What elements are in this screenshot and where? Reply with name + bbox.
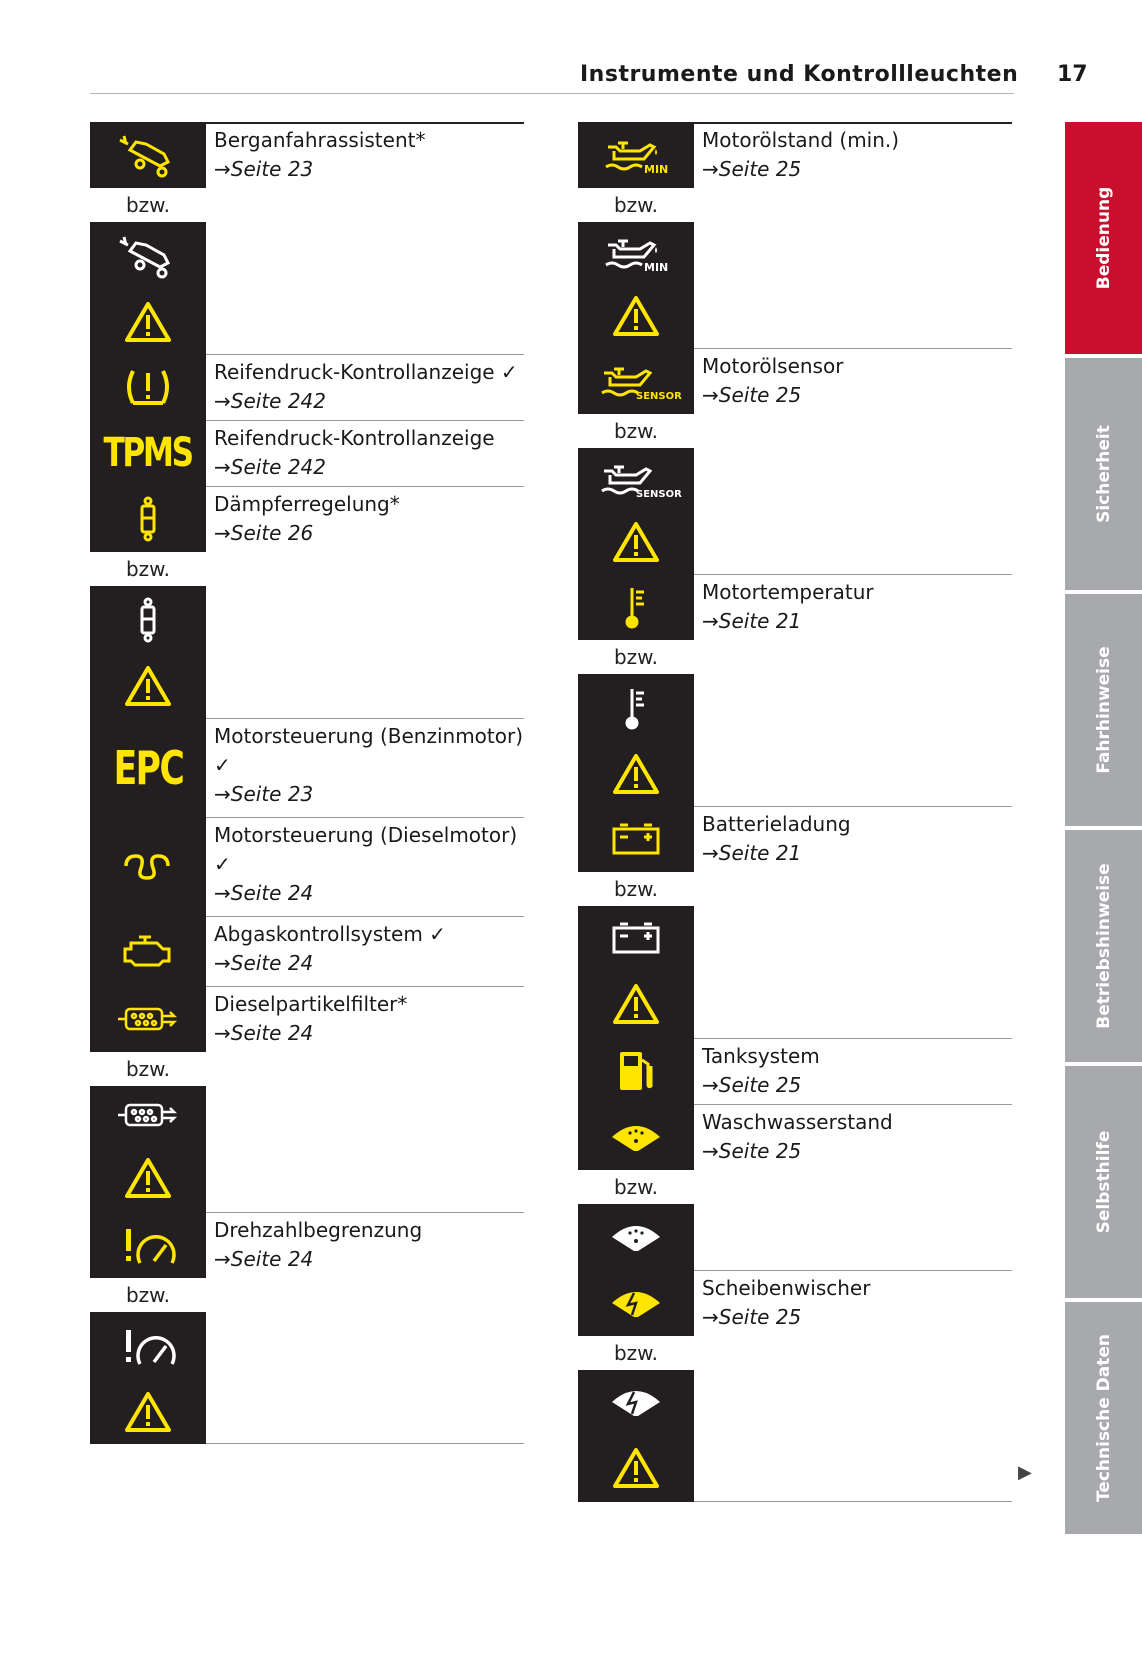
bzw-label: bzw.	[90, 188, 206, 222]
rpm-limit-warning-icon	[90, 1312, 206, 1444]
arrow-ref-icon: →	[214, 881, 231, 905]
coolant-temperature-icon	[578, 574, 694, 640]
warning-triangle-icon	[124, 665, 172, 707]
oil-min-label: MIN	[644, 163, 669, 176]
warning-triangle-icon	[612, 1447, 660, 1489]
damper-warning-icon	[90, 586, 206, 718]
entry-drehzahlbegrenzung	[90, 1212, 423, 1444]
bzw-label: bzw.	[90, 1278, 206, 1312]
tab-technische-daten[interactable]	[1065, 1302, 1142, 1534]
warning-triangle-icon	[612, 521, 660, 563]
entry-title: Motorölstand (min.)	[702, 128, 900, 152]
page-reference[interactable]: Seite 24	[230, 881, 314, 905]
tab-fahrhinweise[interactable]	[1065, 594, 1142, 826]
page-reference[interactable]: Seite 25	[718, 383, 802, 407]
oil-level-min-icon	[578, 122, 694, 188]
page-reference[interactable]: Seite 24	[230, 1021, 314, 1045]
arrow-ref-icon: →	[702, 1305, 719, 1329]
header-rule	[90, 93, 1014, 94]
arrow-ref-icon: →	[214, 782, 231, 806]
arrow-ref-icon: →	[702, 609, 719, 633]
page-reference[interactable]: Seite 26	[230, 521, 314, 545]
tab-bedienung[interactable]	[1065, 122, 1142, 354]
warning-triangle-icon	[612, 295, 660, 337]
entry-title: Berganfahrassistent*	[214, 128, 426, 152]
battery-warning-icon	[578, 906, 694, 1038]
page-reference[interactable]: Seite 242	[230, 389, 326, 413]
tab-sicherheit[interactable]	[1065, 358, 1142, 590]
warning-triangle-icon	[124, 1157, 172, 1199]
tab-label: Technische Daten	[1093, 1333, 1114, 1503]
wiper-defect-icon	[578, 1270, 694, 1336]
bzw-label: bzw.	[578, 640, 694, 674]
entry-title: Scheibenwischer	[702, 1276, 871, 1300]
arrow-ref-icon: →	[214, 157, 231, 181]
tpms-icon	[90, 420, 206, 486]
entry-berganfahrassistent	[90, 122, 426, 354]
entry-reifendruck-tpms	[90, 420, 495, 486]
page-reference[interactable]: Seite 23	[230, 782, 314, 806]
entry-title: Abgaskontrollsystem ✓	[214, 922, 446, 946]
tab-label: Betriebshinweise	[1093, 863, 1114, 1029]
check-mark: ✓	[214, 753, 231, 777]
entry-title: Tanksystem	[702, 1044, 820, 1068]
page-reference[interactable]: Seite 21	[718, 609, 802, 633]
page-reference[interactable]: Seite 25	[718, 157, 802, 181]
fuel-pump-icon	[578, 1038, 694, 1104]
tab-label: Fahrhinweise	[1093, 646, 1114, 774]
entry-motorsteuerung-benzin	[90, 718, 524, 817]
warning-triangle-icon	[612, 983, 660, 1025]
page-reference[interactable]: Seite 23	[230, 157, 314, 181]
bzw-label: bzw.	[90, 1052, 206, 1086]
washer-fluid-icon	[578, 1104, 694, 1170]
warning-triangle-icon	[124, 1391, 172, 1433]
entry-reifendruck-symbol	[90, 354, 518, 420]
arrow-ref-icon: →	[702, 1139, 719, 1163]
entry-title: Batterieladung	[702, 812, 851, 836]
page-reference[interactable]: Seite 24	[230, 951, 314, 975]
particle-filter-warning-icon	[90, 1086, 206, 1212]
tab-betriebshinweise[interactable]	[1065, 830, 1142, 1062]
continue-arrow-icon[interactable]: ▶	[1018, 1462, 1032, 1483]
page-reference[interactable]: Seite 25	[718, 1139, 802, 1163]
oil-sensor-icon	[578, 348, 694, 414]
oil-level-min-warning-icon	[578, 222, 694, 348]
entry-motoroelstand	[578, 122, 900, 348]
arrow-ref-icon: →	[214, 389, 231, 413]
oil-sensor-warning-icon	[578, 448, 694, 574]
tab-selbsthilfe[interactable]	[1065, 1066, 1142, 1298]
epc-icon-label: EPC	[113, 740, 183, 795]
bzw-label: bzw.	[578, 1336, 694, 1370]
epc-icon	[90, 718, 206, 817]
wiper-defect-warning-icon	[578, 1370, 694, 1502]
entry-daempferregelung	[90, 486, 400, 718]
entry-waschwasserstand	[578, 1104, 893, 1270]
bzw-label: bzw.	[578, 872, 694, 906]
entry-tanksystem	[578, 1038, 820, 1104]
entry-title: Motortemperatur	[702, 580, 874, 604]
washer-fluid-white-icon	[578, 1204, 694, 1270]
page-reference[interactable]: Seite 21	[718, 841, 802, 865]
entry-batterieladung	[578, 806, 851, 1038]
tab-label: Bedienung	[1093, 186, 1114, 290]
entry-abgaskontrollsystem	[90, 916, 446, 986]
arrow-ref-icon: →	[214, 455, 231, 479]
bzw-label: bzw.	[90, 552, 206, 586]
oil-sensor-label: SENSOR	[636, 489, 682, 500]
page-reference[interactable]: Seite 25	[718, 1073, 802, 1097]
hill-hold-icon	[90, 122, 206, 188]
arrow-ref-icon: →	[702, 841, 719, 865]
oil-min-label: MIN	[644, 261, 669, 274]
particle-filter-icon	[90, 986, 206, 1052]
tab-label: Sicherheit	[1093, 425, 1114, 523]
arrow-ref-icon: →	[214, 951, 231, 975]
tab-label: Selbsthilfe	[1093, 1130, 1114, 1234]
entry-title: Reifendruck-Kontrollanzeige	[214, 426, 495, 450]
page-reference[interactable]: Seite 242	[230, 455, 326, 479]
entry-motortemperatur	[578, 574, 874, 806]
entry-dieselpartikelfilter	[90, 986, 408, 1212]
damper-icon	[90, 486, 206, 552]
warning-triangle-icon	[124, 301, 172, 343]
left-column	[90, 122, 524, 1444]
entry-title: Motorsteuerung (Dieselmotor)	[214, 823, 518, 847]
coolant-temperature-warning-icon	[578, 674, 694, 806]
right-column	[578, 122, 900, 1502]
glow-plug-icon	[90, 817, 206, 916]
page-number: 17	[1057, 62, 1088, 87]
oil-sensor-label: SENSOR	[636, 391, 682, 402]
bzw-label: bzw.	[578, 1170, 694, 1204]
arrow-ref-icon: →	[214, 1021, 231, 1045]
entry-title: Dämpferregelung*	[214, 492, 400, 516]
engine-icon	[90, 916, 206, 986]
arrow-ref-icon: →	[702, 383, 719, 407]
check-mark: ✓	[214, 852, 231, 876]
warning-triangle-icon	[612, 753, 660, 795]
page-reference[interactable]: Seite 24	[230, 1247, 314, 1271]
entry-title: Motorsteuerung (Benzinmotor)	[214, 724, 524, 748]
entry-motoroelsensor	[578, 348, 844, 574]
arrow-ref-icon: →	[702, 157, 719, 181]
arrow-ref-icon: →	[214, 1247, 231, 1271]
rpm-limit-icon	[90, 1212, 206, 1278]
entry-title: Drehzahlbegrenzung	[214, 1218, 423, 1242]
tpms-icon-label: TPMS	[103, 430, 193, 476]
bzw-label: bzw.	[578, 414, 694, 448]
page-reference[interactable]: Seite 25	[718, 1305, 802, 1329]
running-header-title: Instrumente und Kontrollleuchten	[580, 62, 1019, 87]
hill-hold-warning-icon	[90, 222, 206, 354]
entry-motorsteuerung-diesel	[90, 817, 518, 916]
entry-title: Waschwasserstand	[702, 1110, 893, 1134]
arrow-ref-icon: →	[214, 521, 231, 545]
entry-title: Dieselpartikelfilter*	[214, 992, 408, 1016]
entry-scheibenwischer	[578, 1270, 871, 1502]
battery-icon	[578, 806, 694, 872]
entry-title: Motorölsensor	[702, 354, 844, 378]
arrow-ref-icon: →	[702, 1073, 719, 1097]
entry-title: Reifendruck-Kontrollanzeige ✓	[214, 360, 518, 384]
bzw-label: bzw.	[578, 188, 694, 222]
tire-pressure-icon	[90, 354, 206, 420]
